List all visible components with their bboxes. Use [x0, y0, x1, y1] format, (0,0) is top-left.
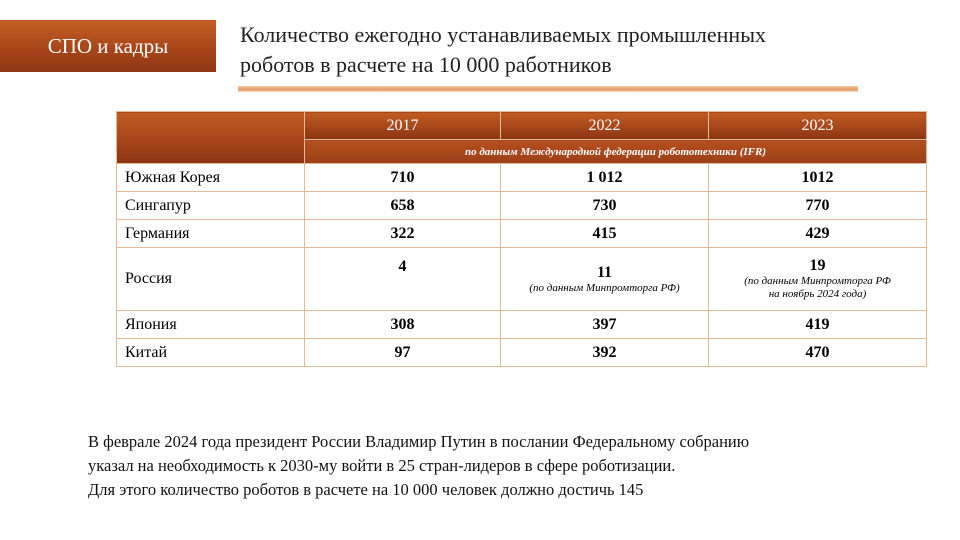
- value-2023: 419: [709, 311, 927, 339]
- value-2022: [501, 248, 709, 311]
- country-cell: Германия: [117, 220, 305, 248]
- title-line-1: Количество ежегодно устанавливаемых промышленных: [240, 22, 766, 47]
- section-tag: СПО и кадры: [0, 20, 216, 72]
- body-paragraph: [88, 430, 918, 502]
- country-cell: Россия: [117, 248, 305, 311]
- slide-title: [240, 20, 880, 80]
- value-2017: 658: [305, 192, 501, 220]
- table-row: [117, 220, 927, 248]
- value-2017: 97: [305, 339, 501, 367]
- value-2017: 308: [305, 311, 501, 339]
- value-2022: 392: [501, 339, 709, 367]
- value-2017: 710: [305, 164, 501, 192]
- header-year-2022: 2022: [501, 112, 709, 140]
- value-2022: 730: [501, 192, 709, 220]
- header-row: [117, 112, 927, 140]
- value-2023: 470: [709, 339, 927, 367]
- header-year-2023: 2023: [709, 112, 927, 140]
- table-row: [117, 311, 927, 339]
- value-2017: 322: [305, 220, 501, 248]
- table-row: [117, 248, 927, 311]
- paragraph-line-1: В феврале 2024 года президент России Владимир Путин в послании Федеральному собранию: [88, 432, 750, 451]
- country-cell: Япония: [117, 311, 305, 339]
- header-year-2017: 2017: [305, 112, 501, 140]
- value-2017: 4: [305, 248, 501, 311]
- value-2022: 1 012: [501, 164, 709, 192]
- value-note-line-2: на ноябрь 2024 года): [768, 288, 867, 300]
- value-2022: 415: [501, 220, 709, 248]
- value-number: 19: [809, 257, 826, 274]
- source-note: по данным Международной федерации робототехники (IFR): [305, 140, 927, 164]
- country-cell: Южная Корея: [117, 164, 305, 192]
- table-row: [117, 164, 927, 192]
- paragraph-line-3: Для этого количество роботов в расчете на 10 000 человек должно достичь 145: [88, 480, 644, 499]
- value-note-line-1: (по данным Минпромторга РФ: [744, 275, 891, 287]
- title-underline: [238, 86, 858, 92]
- value-2023: [709, 248, 927, 311]
- table-row: [117, 339, 927, 367]
- value-number: 11: [596, 263, 613, 281]
- country-cell: Китай: [117, 339, 305, 367]
- header-corner: [117, 112, 305, 164]
- value-2022: 397: [501, 311, 709, 339]
- value-2023: 1012: [709, 164, 927, 192]
- paragraph-line-2: указал на необходимость к 2030-му войти в 25 стран-лидеров в сфере роботизации.: [88, 456, 676, 475]
- title-line-2: роботов в расчете на 10 000 работников: [240, 52, 612, 77]
- table-row: [117, 192, 927, 220]
- robot-density-table: [116, 111, 927, 367]
- value-2023: 429: [709, 220, 927, 248]
- value-note: (по данным Минпромторга РФ): [529, 281, 680, 294]
- value-2023: 770: [709, 192, 927, 220]
- country-cell: Сингапур: [117, 192, 305, 220]
